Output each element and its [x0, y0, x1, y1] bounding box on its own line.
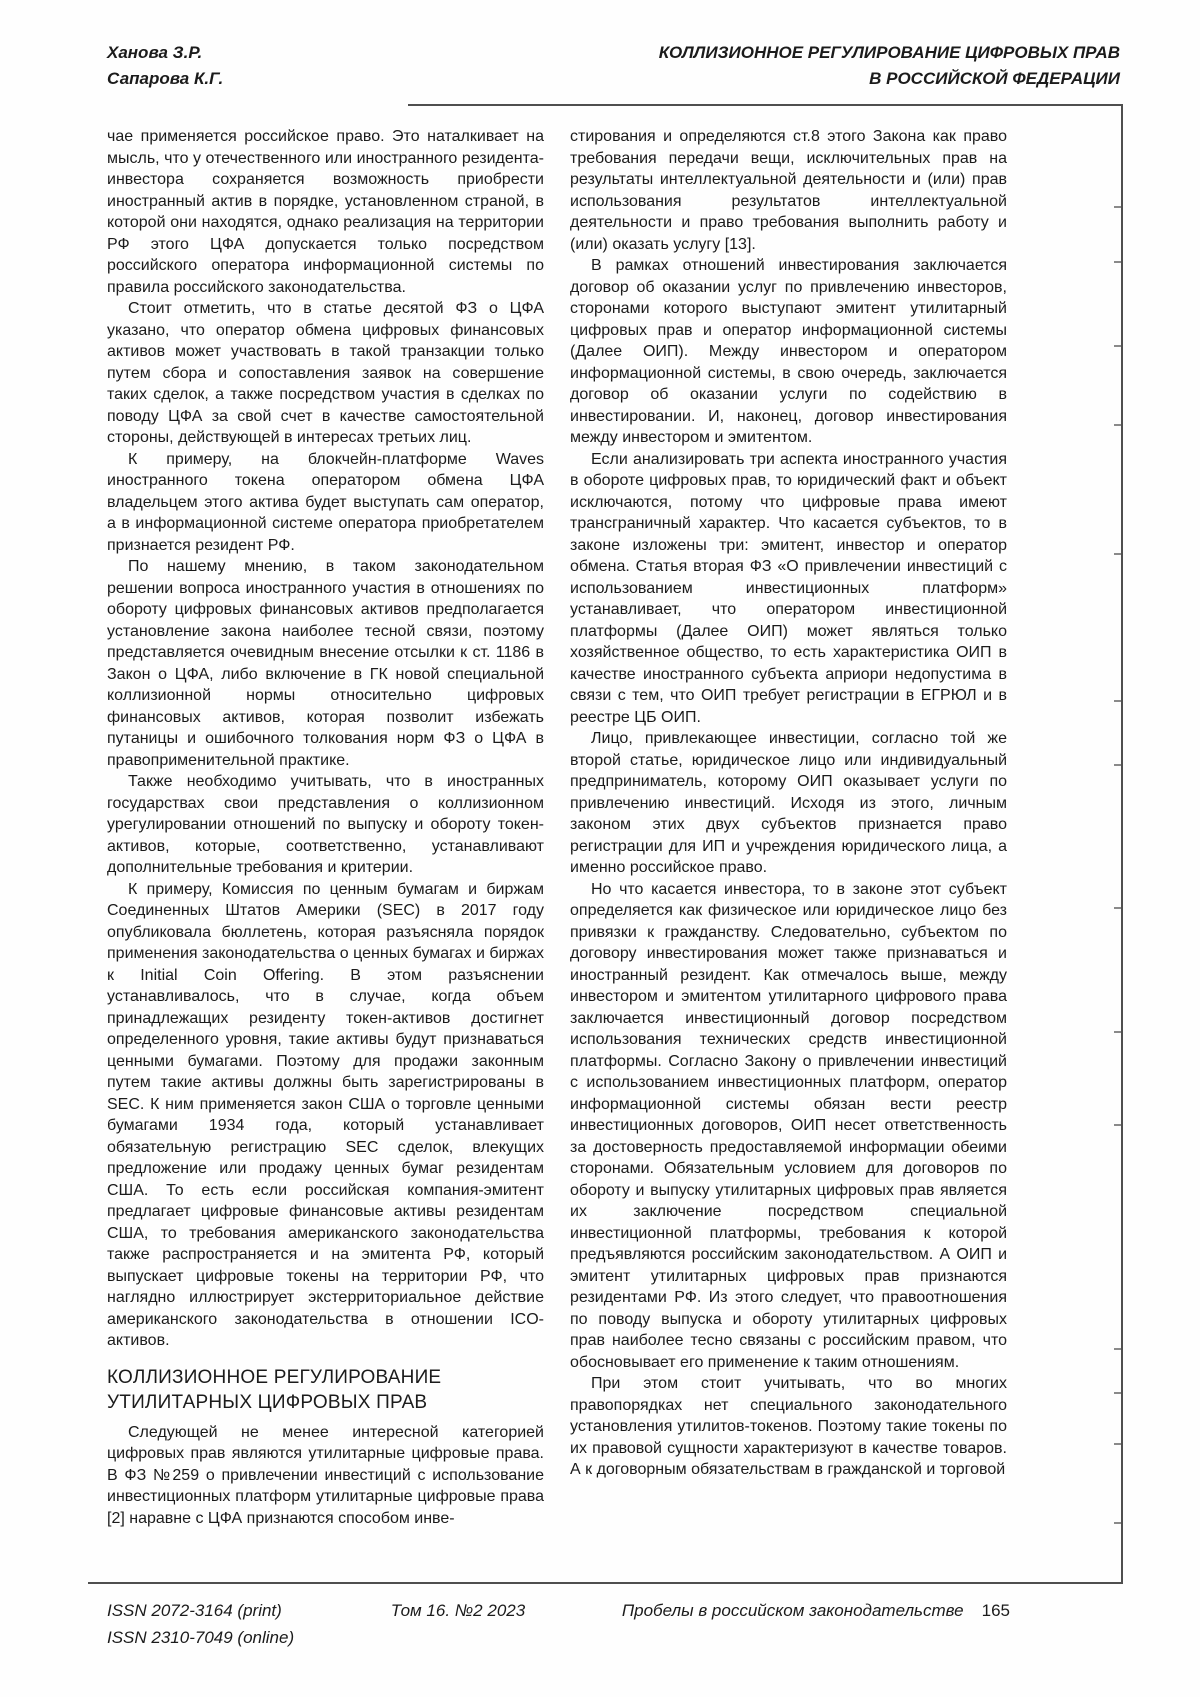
section-heading: КОЛЛИЗИОННОЕ РЕГУЛИРОВАНИЕ УТИЛИТАРНЫХ ЦИФРОВЫХ ПРАВ — [107, 1366, 442, 1413]
margin-tick — [1114, 553, 1121, 555]
volume-issue: Том 16. №2 2023 — [390, 1601, 526, 1620]
paragraph: Если анализировать три аспекта иностранного участия в обороте цифровых прав, то юридический факт и объект исключаются, потому что цифровые права имеют трансграничный характер. Что касается субъектов, то в законе изложены три: эмитент, инвестор и оператор обмена. Статья вторая ФЗ «О привлечении инвестиций с использованием инвестиционных платформ» устанавливает, что оператором инвестиционной платформы (Далее ОИП) может являться только хозяйственное общество, то есть характеристика ОИП в качестве иностранного субъекта априори недопустима в связи с тем, что ОИП требует регистрации в ЕГРЮЛ и в реестре ЦБ ОИП. — [570, 450, 1007, 726]
margin-tick — [1114, 1443, 1121, 1445]
paper-title — [659, 40, 1120, 92]
margin-tick — [1114, 907, 1121, 909]
author-name: Сапарова К.Г. — [107, 69, 224, 88]
issn-online: ISSN 2310-7049 (online) — [107, 1628, 295, 1647]
paragraph: Также необходимо учитывать, что в иностранных государствах свои представления о коллизионном урегулировании отношений по выпуску и обороту токен-активов, которые, соответственно, устанавливают дополнительные требования и критерии. — [107, 773, 544, 876]
paragraph: Стоит отметить, что в статье десятой ФЗ о ЦФА указано, что оператор обмена цифровых финансовых активов может участвовать в такой транзакции только путем сбора и сопоставления заявок на совершение таких сделок, а также посредством участия в сделках по поводу ЦФА за свой счет в качестве самостоятельной стороны, действующей в интересах третьих лиц. — [107, 300, 544, 446]
issn-print: ISSN 2072-3164 (print) — [107, 1601, 282, 1620]
paragraph: При этом стоит учитывать, что во многих правопорядках нет специального законодательного установления утилитов-токенов. Поэтому такие токены по их правовой сущности характеризуют в качестве товаров. А к договорным обязательствам в гражданской и торговой — [570, 1375, 1007, 1478]
paragraph: чае применяется российское право. Это наталкивает на мысль, что у отечественного или иностранного резидента-инвестора сохраняется возможность приобрести иностранный актив в порядке, установленном страной, в которой они находятся, однако реализация на территории РФ этого ЦФА допускается только посредством российского оператора информационной системы по правила российского законодательства. — [107, 128, 544, 296]
paragraph: По нашему мнению, в таком законодательном решении вопроса иностранного участия в отношениях по обороту цифровых финансовых активов предполагается установление закона наиболее тесной связи, поэтому представляется очевидным внесение отсылки к ст. 1186 в Закон о ЦФА, либо включение в ГК новой специальной коллизионной нормы относительно цифровых финансовых активов, которая позволит избежать путаницы и ошибочного толкования норм ФЗ о ЦФА в правоприменительной практике. — [107, 558, 544, 769]
article-body — [107, 126, 1007, 1529]
paper-title-line: В РОССИЙСКОЙ ФЕДЕРАЦИИ — [869, 69, 1120, 88]
journal-name: Пробелы в российском законодательстве — [621, 1601, 964, 1620]
margin-tick — [1114, 1522, 1121, 1524]
margin-tick — [1114, 1124, 1121, 1126]
page-header — [107, 40, 1120, 92]
right-margin-rule — [1121, 104, 1123, 1584]
margin-tick — [1114, 764, 1121, 766]
issn-block — [107, 1597, 294, 1651]
margin-tick — [1114, 261, 1121, 263]
margin-tick — [1114, 345, 1121, 347]
paper-title-line: КОЛЛИЗИОННОЕ РЕГУЛИРОВАНИЕ ЦИФРОВЫХ ПРАВ — [658, 43, 1120, 62]
margin-tick — [1114, 206, 1121, 208]
column-right — [570, 126, 1007, 1529]
journal-block — [622, 1597, 1010, 1624]
paragraph: Лицо, привлекающее инвестиции, согласно той же второй статье, юридическое лицо или индивидуальный предприниматель, которому ОИП оказывает услуги по привлечению инвестиций. Исходя из этого, личным законом этих двух субъектов признается право регистрации для ИП и учреждения юридического лица, а именно российское право. — [570, 730, 1007, 876]
margin-tick — [1114, 1348, 1121, 1350]
column-left — [107, 126, 544, 1529]
page-number: 165 — [981, 1601, 1010, 1620]
paragraph: К примеру, на блокчейн-платформе Waves иностранного токена оператором обмена ЦФА владельцем этого актива будет выступать сам оператор, а в информационной системе оператора приобретателем признается резидент РФ. — [107, 450, 544, 554]
margin-tick — [1114, 1031, 1121, 1033]
margin-tick — [1114, 700, 1121, 702]
paragraph: Но что касается инвестора, то в законе этот субъект определяется как физическое или юридическое лицо без привязки к гражданству. Следовательно, субъектом по договору инвестирования может также признаваться и иностранный резидент. Как отмечалось выше, между инвестором и эмитентом утилитарного цифрового права заключается инвестиционный договор посредством использования технических средств инвестиционной платформы. Согласно Закону о привлечении инвестиций с использованием инвестиционных платформ, оператор информационной системы обязан вести реестр инвестиционных договоров, ОИП несет ответственность за достоверность предоставляемой информации обеими сторонами. Обязательным условием для договоров по обороту и выпуску утилитарных цифровых прав является их заключение посредством специальной инвестиционной платформы, требования к которой предъявляются российским законодательством. А ОИП и эмитент утилитарных цифровых прав признаются резидентами РФ. Из этого следует, что правоотношения по поводу выпуска и обороту утилитарных цифровых прав наиболее тесно связаны с российским правом, что обосновывает его применение к таким отношениям. — [570, 880, 1007, 1371]
author-name: Ханова З.Р. — [107, 43, 203, 62]
header-rule — [408, 104, 1123, 106]
paragraph: К примеру, Комиссия по ценным бумагам и биржам Соединенных Штатов Америки (SEC) в 2017 году опубликовала бюллетень, которая разъясняла порядок применения законодательства о ценных бумагах и биржах к Initial Coin Offering. В этом разъяснении устанавливалось, что в случае, когда объем принадлежащих резиденту токен-активов достигнет определенного уровня, такие активы будут признаваться ценными бумагами. Поэтому для продажи законным путем такие активы должны быть зарегистрированы в SEC. К ним применяется закон США о торговле ценными бумагами 1934 года, который устанавливает обязательную регистрацию SEC сделок, влекущих предложение или продажу ценных бумаг резидентам США. То есть если российская компания-эмитент предлагает цифровые финансовые активы резидентам США, то требования американского законодательства также распространяется и на эмитента РФ, который выпускает цифровые токены на территории РФ, что наглядно иллюстрирует экстерриториальное действие американского законодательства в отношении ICO-активов. — [107, 880, 544, 1349]
page-footer — [107, 1597, 1010, 1651]
footer-rule — [88, 1582, 1123, 1584]
paragraph: стирования и определяются ст.8 этого Закона как право требования передачи вещи, исключительных прав на результаты интеллектуальной деятельности и (или) прав использования результатов интеллектуальной деятельности и право требования выполнить работу и (или) оказать услугу [13]. — [570, 128, 1007, 253]
paragraph: Следующей не менее интересной категорией цифровых прав являются утилитарные цифровые права. В ФЗ №259 о привлечении инвестиций с использование инвестиционных платформ утилитарные цифровые права [2] наравне с ЦФА признаются способом инве- — [107, 1423, 544, 1527]
author-names — [107, 40, 223, 92]
margin-tick — [1114, 424, 1121, 426]
paragraph: В рамках отношений инвестирования заключается договор об оказании услуг по привлечению инвесторов, сторонами которого выступают эмитент утилитарный цифровых прав и оператор информационной системы (Далее ОИП). Между инвестором и оператором информационной системы, в свою очередь, заключается договор об оказании услуги по содействию в инвестировании. И, наконец, договор инвестирования между инвестором и эмитентом. — [570, 257, 1007, 446]
margin-tick — [1114, 1392, 1121, 1394]
